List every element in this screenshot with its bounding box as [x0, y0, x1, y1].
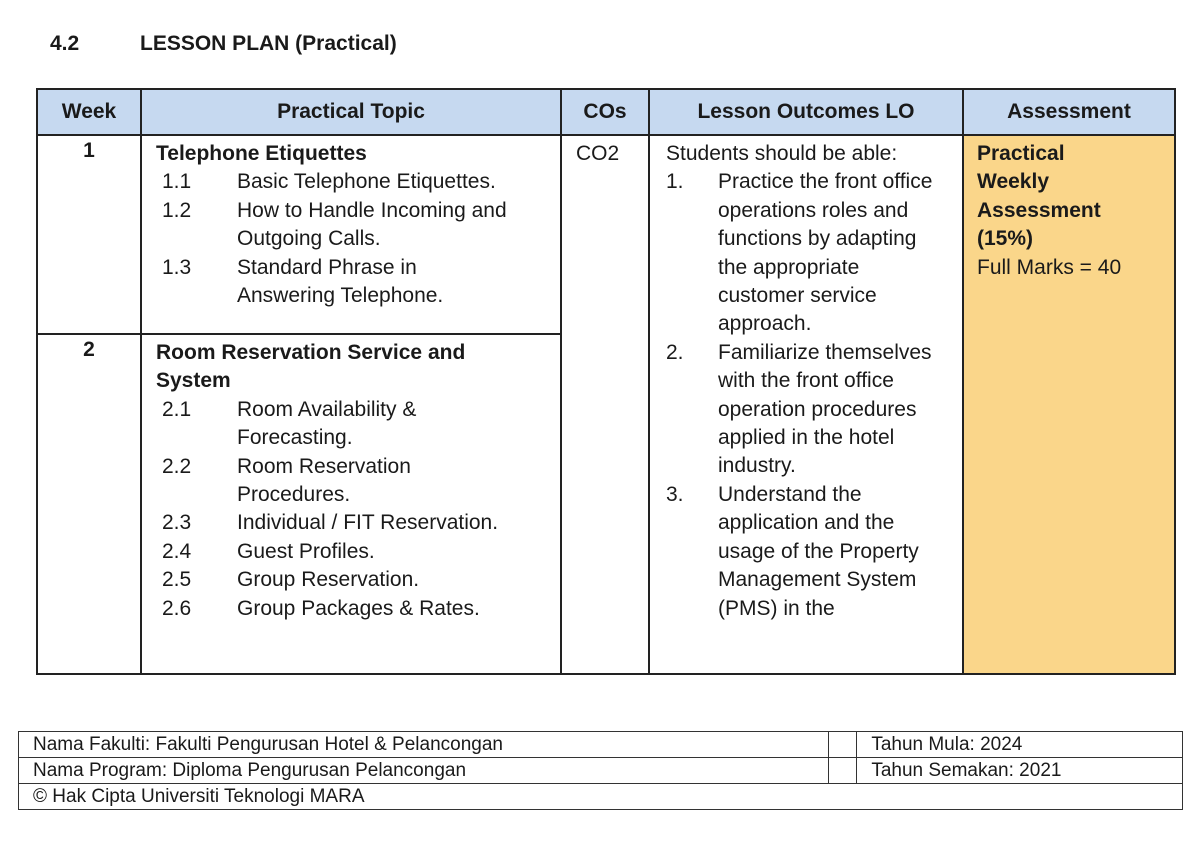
item-text: Basic Telephone Etiquettes.	[237, 170, 496, 194]
lo-text: Familiarize themselves with the front office operation procedures applied in the hotel industry.	[718, 340, 932, 478]
topic-item	[156, 538, 550, 566]
footer-spacer	[828, 732, 857, 758]
item-number: 1.2	[162, 198, 192, 222]
topic-title: Telephone Etiquettes	[156, 142, 367, 165]
item-text: Room Reservation Procedures.	[237, 454, 411, 507]
lo-item	[666, 339, 954, 481]
item-text: Individual / FIT Reservation.	[237, 511, 499, 535]
footer-table	[18, 731, 1183, 810]
item-number: 2.6	[162, 596, 192, 620]
topic-item	[156, 254, 550, 311]
item-number: 2.1	[162, 397, 192, 421]
item-text: How to Handle Incoming and Outgoing Calls.	[237, 198, 507, 251]
lo-number: 2.	[666, 340, 684, 364]
copyright: © Hak Cipta Universiti Teknologi MARA	[19, 784, 1183, 810]
item-number: 2.2	[162, 454, 192, 478]
start-year: Tahun Mula: 2024	[857, 732, 1183, 758]
header-lesson-outcomes: Lesson Outcomes LO	[649, 89, 963, 135]
table-row	[37, 135, 1175, 334]
header-week: Week	[37, 89, 141, 135]
topic-item	[156, 509, 550, 537]
program-name: Nama Program: Diploma Pengurusan Pelancongan	[19, 758, 829, 784]
assessment-marks: Full Marks = 40	[977, 255, 1122, 279]
lo-intro: Students should be able:	[666, 142, 898, 165]
item-text: Group Reservation.	[237, 568, 420, 592]
item-number: 1.1	[162, 170, 192, 194]
header-topic: Practical Topic	[141, 89, 561, 135]
lo-text: Practice the front office operations roles and functions by adapting the appropriate customer service approach.	[718, 170, 933, 336]
section-title: LESSON PLAN (Practical)	[140, 32, 397, 55]
footer-row	[19, 784, 1183, 810]
topic-title: Room Reservation Service and System	[156, 341, 466, 393]
faculty-name: Nama Fakulti: Fakulti Pengurusan Hotel & Pelancongan	[19, 732, 829, 758]
item-number: 2.5	[162, 568, 192, 592]
header-cos: COs	[561, 89, 649, 135]
item-text: Standard Phrase in Answering Telephone.	[237, 255, 444, 308]
header-assessment: Assessment	[963, 89, 1175, 135]
item-text: Group Packages & Rates.	[237, 596, 480, 620]
week-cell: 2	[37, 334, 141, 674]
topic-item	[156, 595, 550, 623]
item-number: 1.3	[162, 255, 192, 279]
lo-item	[666, 168, 954, 338]
topic-item	[156, 453, 550, 510]
footer-spacer	[828, 758, 857, 784]
assessment-title: Practical Weekly Assessment (15%)	[977, 142, 1101, 251]
lo-number: 1.	[666, 170, 684, 194]
lesson-outcomes-cell	[649, 135, 963, 674]
week-cell: 1	[37, 135, 141, 334]
footer-row	[19, 732, 1183, 758]
topic-item	[156, 566, 550, 594]
item-number: 2.3	[162, 511, 192, 535]
topic-cell	[141, 135, 561, 334]
lo-number: 3.	[666, 482, 684, 506]
assessment-cell	[963, 135, 1175, 674]
item-text: Guest Profiles.	[237, 539, 375, 563]
topic-cell	[141, 334, 561, 674]
header-row	[37, 89, 1175, 135]
review-year: Tahun Semakan: 2021	[857, 758, 1183, 784]
lo-text: Understand the application and the usage of the Property Management System (PMS) in the	[718, 482, 919, 620]
topic-item	[156, 168, 550, 196]
topic-item	[156, 197, 550, 254]
cos-cell: CO2	[561, 135, 649, 674]
item-number: 2.4	[162, 539, 192, 563]
section-heading	[50, 32, 397, 56]
topic-item	[156, 396, 550, 453]
section-number: 4.2	[50, 32, 80, 55]
item-text: Room Availability & Forecasting.	[237, 397, 417, 450]
lo-item	[666, 481, 954, 623]
lesson-plan-table	[36, 88, 1176, 675]
footer-row	[19, 758, 1183, 784]
